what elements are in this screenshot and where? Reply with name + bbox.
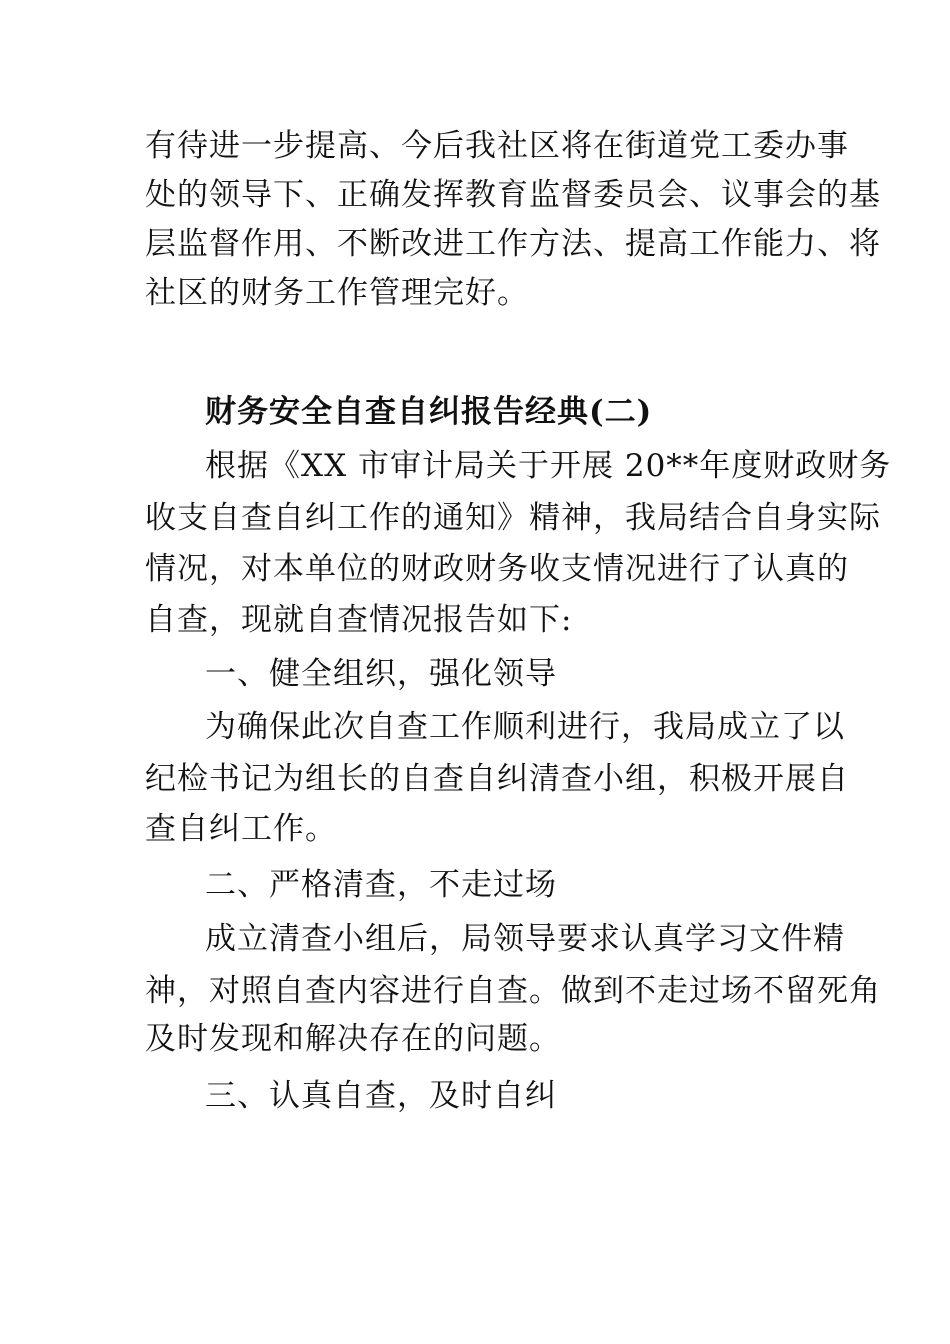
paragraph-line: 有待进一步提高、今后我社区将在街道党工委办事 xyxy=(145,128,849,164)
paragraph-line: 收支自查自纠工作的通知》精神，我局结合自身实际 xyxy=(145,500,881,536)
paragraph-line: 处的领导下、正确发挥教育监督委员会、议事会的基 xyxy=(145,177,881,213)
paragraph-line: 根据《XX 市审计局关于开展 20**年度财政财务 xyxy=(205,448,892,484)
section-title: 二、严格清查，不走过场 xyxy=(205,867,557,903)
section-title: 一、健全组织，强化领导 xyxy=(205,656,557,692)
paragraph-line: 成立清查小组后，局领导要求认真学习文件精 xyxy=(205,921,845,957)
paragraph-line: 情况，对本单位的财政财务收支情况进行了认真的 xyxy=(145,551,849,587)
paragraph-line: 社区的财务工作管理完好。 xyxy=(145,275,529,311)
paragraph-line: 为确保此次自查工作顺利进行，我局成立了以 xyxy=(205,709,845,745)
paragraph-line: 层监督作用、不断改进工作方法、提高工作能力、将 xyxy=(145,226,881,262)
paragraph-line: 纪检书记为组长的自查自纠清查小组，积极开展自 xyxy=(145,761,849,797)
paragraph-line: 及时发现和解决存在的问题。 xyxy=(145,1021,561,1057)
paragraph-line: 神，对照自查内容进行自查。做到不走过场不留死角 xyxy=(145,973,881,1009)
paragraph-line: 自查，现就自查情况报告如下: xyxy=(145,602,573,638)
section-heading: 财务安全自查自纠报告经典(二) xyxy=(205,394,653,430)
paragraph-line: 查自纠工作。 xyxy=(145,811,337,847)
section-title: 三、认真自查，及时自纠 xyxy=(205,1078,557,1114)
